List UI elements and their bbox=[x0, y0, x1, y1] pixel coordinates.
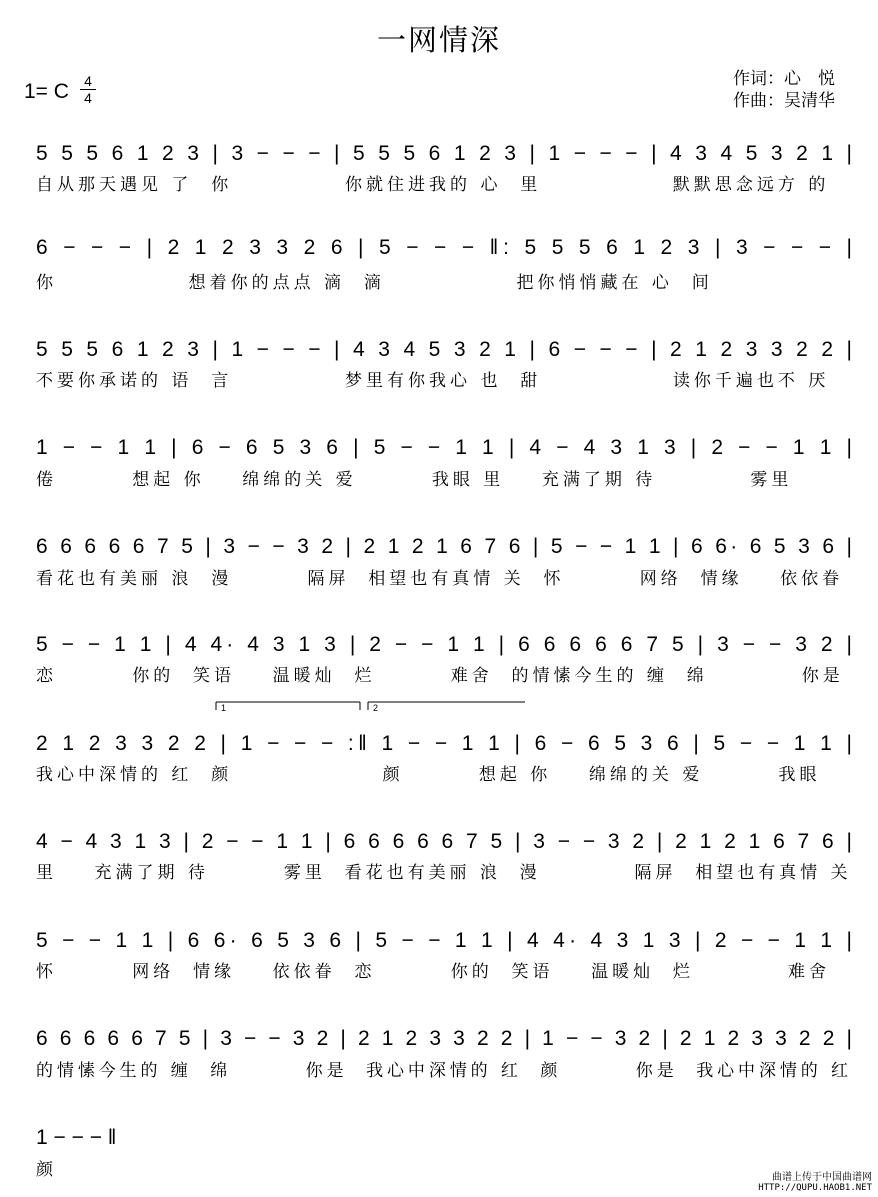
footer-url: HTTP://QUPU.HAOB1.NET bbox=[758, 1183, 872, 1193]
notation-row-10: 6 6 6 6 6 7 5 | 3 − − 3 2 | 2 1 2 3 3 2 2 | 1 − − 3 2 | 2 1 2 3 3 2 2 | bbox=[36, 1027, 852, 1050]
lyrics-row-8: 里 充满了期 待 雾里 看花也有美丽 浪 漫 隔屏 相望也有真情 关 bbox=[36, 863, 852, 883]
notation-row-4: 1 − − 1 1 | 6 − 6 5 3 6 | 5 − − 1 1 | 4 − 4 3 1 3 | 2 − − 1 1 | bbox=[36, 436, 853, 459]
meter-top: 4 bbox=[84, 73, 92, 89]
notation-row-8: 4 − 4 3 1 3 | 2 − − 1 1 | 6 6 6 6 6 7 5 | 3 − − 3 2 | 2 1 2 1 6 7 6 | bbox=[36, 830, 852, 853]
composer-credit: 作曲：吴清华 bbox=[733, 91, 835, 111]
notation-row-3: 5 5 5 6 1 2 3 | 1 − − − | 4 3 4 5 3 2 1 | 6 − − − | 2 1 2 3 3 2 2 | bbox=[36, 338, 853, 361]
notation-row-1: 5 5 5 6 1 2 3 | 3 − − − | 5 5 5 6 1 2 3 | 1 − − − | 4 3 4 5 3 2 1 | bbox=[36, 142, 853, 165]
lyrics-row-1: 自从那天遇见 了 你 你就住进我的 心 里 默默思念远方 的 bbox=[36, 175, 830, 195]
notation-row-6: 5 − − 1 1 | 4 4· 4 3 1 3 | 2 − − 1 1 | 6 6 6 6 6 7 5 | 3 − − 3 2 | bbox=[36, 633, 852, 656]
footer-site: 曲谱上传于中国曲谱网 bbox=[772, 1172, 872, 1183]
notation-row-5: 6 6 6 6 6 7 5 | 3 − − 3 2 | 2 1 2 1 6 7 6 | 5 − − 1 1 | 6 6· 6 5 3 6 | bbox=[36, 535, 852, 558]
lyrics-row-10: 的情愫今生的 缠 绵 你是 我心中深情的 红 颜 你是 我心中深情的 红 bbox=[36, 1061, 852, 1081]
notation-row-7: 2 1 2 3 3 2 2 | 1 − − − :‖ 1 − − 1 1 | 6 − 6 5 3 6 | 5 − − 1 1 | bbox=[36, 732, 853, 755]
notation-row-2: 6 − − − | 2 1 2 3 3 2 6 | 5 − − − ‖: 5 5 5 6 1 2 3 | 3 − − − | bbox=[36, 236, 852, 259]
meter-bottom: 4 bbox=[84, 90, 92, 106]
volta-1-label: 1 bbox=[221, 703, 227, 713]
lyrics-row-9: 怀 网络 情缘 依依眷 恋 你的 笑语 温暖灿 烂 难舍 bbox=[36, 962, 830, 982]
notation-row-11: 1 − − − ‖ bbox=[36, 1126, 117, 1149]
song-title: 一网情深 bbox=[376, 23, 501, 57]
lyrics-row-7: 我心中深情的 红 颜 颜 想起 你 绵绵的关 爱 我眼 bbox=[36, 765, 821, 785]
key-signature: 1= C bbox=[24, 80, 69, 103]
lyrics-row-5: 看花也有美丽 浪 漫 隔屏 相望也有真情 关 怀 网络 情缘 依依眷 bbox=[36, 569, 844, 589]
notation-row-9: 5 − − 1 1 | 6 6· 6 5 3 6 | 5 − − 1 1 | 4 4· 4 3 1 3 | 2 − − 1 1 | bbox=[36, 929, 852, 952]
lyrics-row-3: 不要你承诺的 语 言 梦里有你我心 也 甜 读你千遍也不 厌 bbox=[36, 371, 830, 391]
footer-watermark bbox=[758, 1172, 872, 1194]
lyricist-credit: 作词：心 悦 bbox=[733, 69, 835, 89]
lyrics-row-4: 倦 想起 你 绵绵的关 爱 我眼 里 充满了期 待 雾里 bbox=[36, 470, 793, 490]
lyrics-row-2: 你 想着你的点点 滴 滴 把你悄悄藏在 心 间 bbox=[36, 273, 713, 293]
lyrics-row-11: 颜 bbox=[36, 1160, 53, 1180]
lyrics-row-6: 恋 你的 笑语 温暖灿 烂 难舍 的情愫今生的 缠 绵 你是 bbox=[36, 666, 844, 686]
volta-2-label: 2 bbox=[373, 703, 379, 713]
